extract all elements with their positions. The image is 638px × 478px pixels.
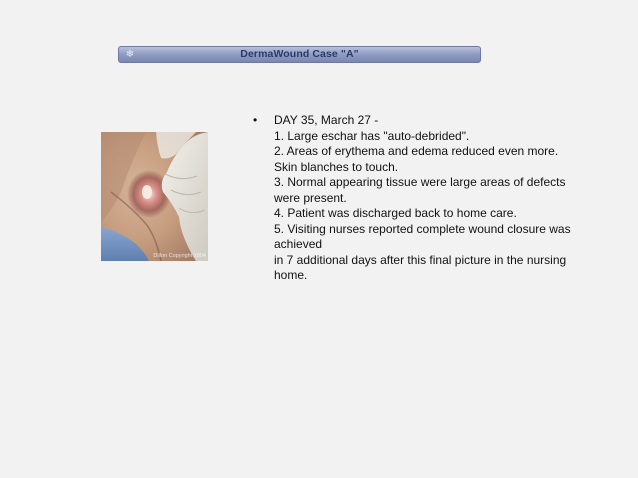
text-line: home. [274, 268, 308, 282]
wound-photo [101, 132, 208, 261]
text-line: DAY 35, March 27 - [274, 113, 379, 127]
text-line: 5. Visiting nurses reported complete wound closure was [274, 221, 571, 236]
text-line: 1. Large eschar has "auto-debrided". [274, 128, 470, 143]
text-line: 2. Areas of erythema and edema reduced even more. [274, 144, 559, 158]
bullet-text [274, 113, 594, 284]
wound-photo-image [101, 132, 208, 261]
text-line: 3. Normal appearing tissue were large areas of defects [274, 175, 566, 189]
bullet-marker: • [253, 113, 258, 127]
text-line: in 7 additional days after this final picture in the nursing [274, 252, 567, 267]
slide-title: DermaWound Case "A" [240, 48, 359, 60]
title-bar [118, 46, 481, 63]
text-line: Skin blanches to touch. [274, 159, 399, 174]
snowflake-icon: ❄ [125, 49, 135, 60]
text-line: achieved [274, 237, 323, 251]
text-line: 4. Patient was discharged back to home care. [274, 206, 517, 220]
text-line: were present. [274, 190, 347, 205]
photo-watermark: Dillon Copyright 2004 [153, 253, 206, 259]
